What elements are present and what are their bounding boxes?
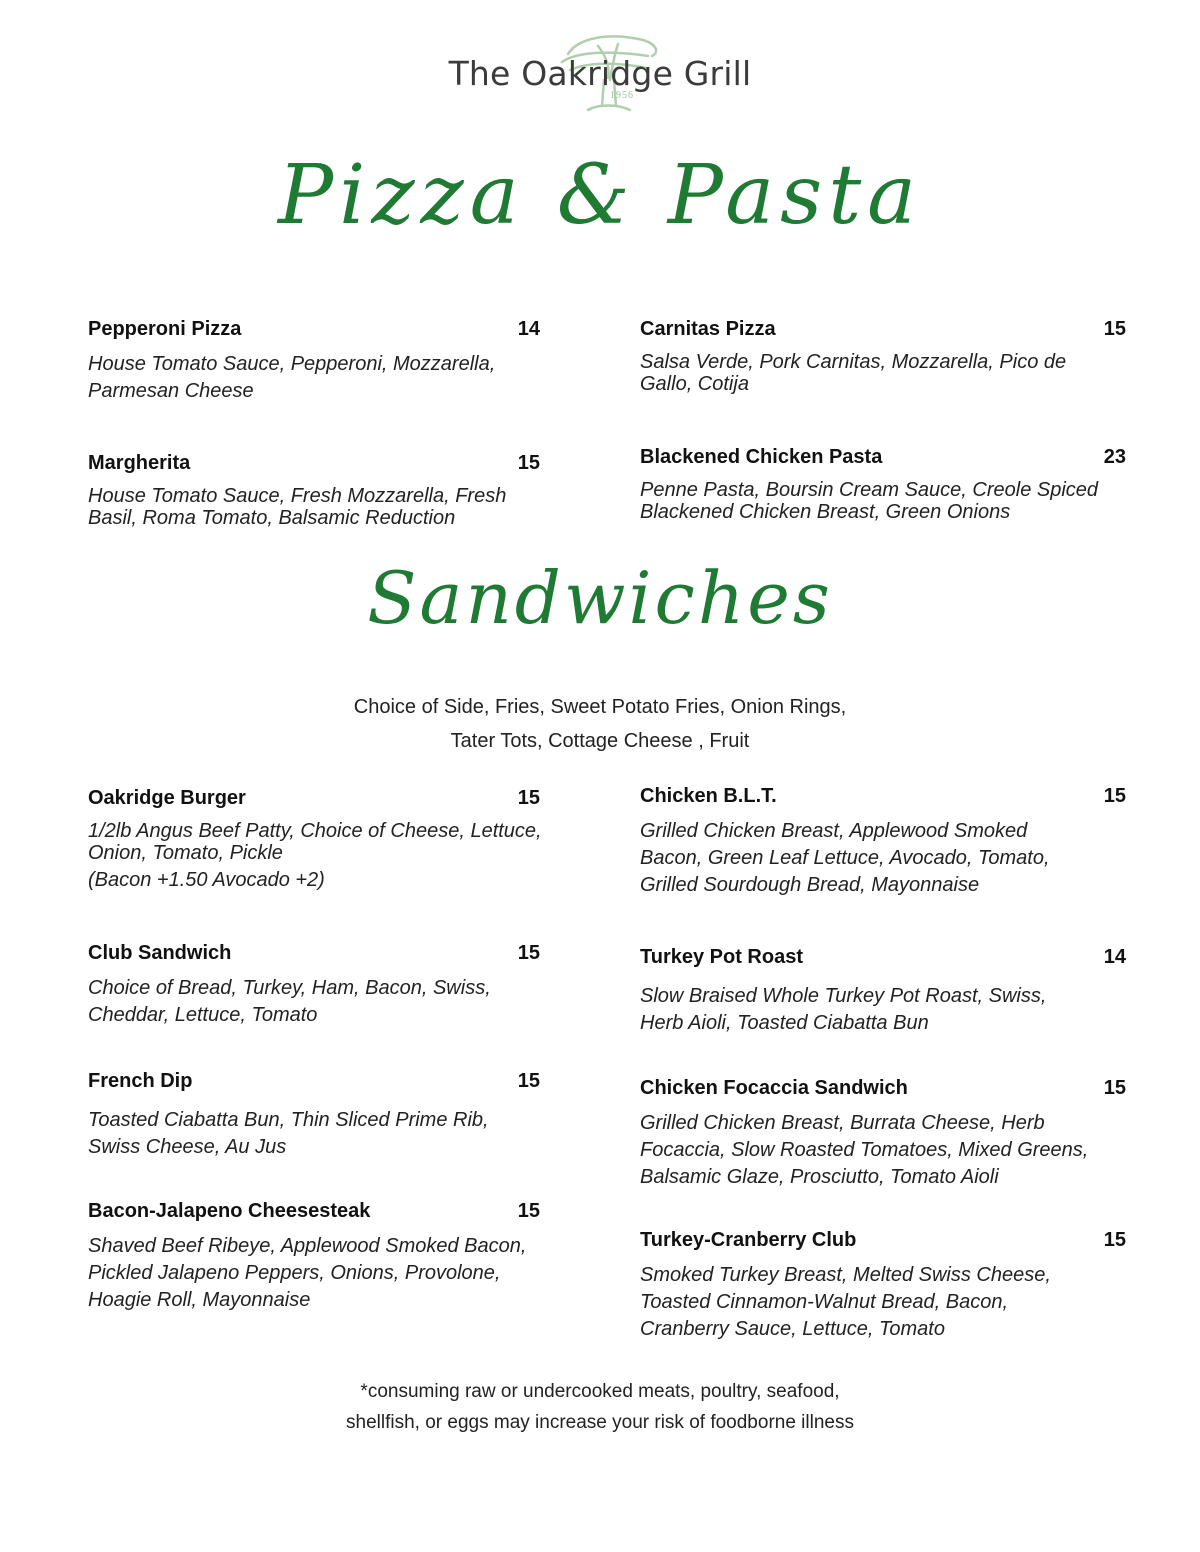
section-title-pizza-pasta: Pizza & Pasta bbox=[277, 148, 923, 243]
item-addons: (Bacon +1.50 Avocado +2) bbox=[88, 869, 325, 891]
menu-item bbox=[88, 787, 542, 894]
item-name: Carnitas Pizza bbox=[640, 318, 776, 340]
item-name: Oakridge Burger bbox=[88, 787, 246, 809]
menu-item bbox=[640, 1229, 1126, 1343]
menu-item bbox=[640, 785, 1126, 899]
item-description: Slow Braised Whole Turkey Pot Roast, Swiss, Herb Aioli, Toasted Ciabatta Bun bbox=[640, 985, 1047, 1034]
item-price: 15 bbox=[1103, 785, 1126, 807]
item-description: Shaved Beef Ribeye, Applewood Smoked Bacon, Pickled Jalapeno Peppers, Onions, Provolone, Hoagie Roll, Mayonnaise bbox=[88, 1235, 527, 1311]
item-description: Toasted Ciabatta Bun, Thin Sliced Prime Rib, Swiss Cheese, Au Jus bbox=[88, 1109, 489, 1158]
menu-item bbox=[88, 942, 538, 1029]
food-safety-disclaimer bbox=[0, 1376, 1200, 1438]
item-price: 15 bbox=[517, 1200, 540, 1222]
item-description: Penne Pasta, Boursin Cream Sauce, Creole Spiced Blackened Chicken Breast, Green Onions bbox=[640, 479, 1099, 523]
item-name: Margherita bbox=[88, 452, 191, 474]
item-name: Turkey-Cranberry Club bbox=[640, 1229, 857, 1251]
item-price: 15 bbox=[517, 942, 540, 964]
sides-note-line-1: Choice of Side, Fries, Sweet Potato Fries, Onion Rings, bbox=[353, 696, 847, 718]
restaurant-logo bbox=[0, 20, 1200, 130]
section-title-sandwiches: Sandwiches bbox=[367, 556, 833, 640]
item-price: 14 bbox=[1103, 946, 1126, 968]
item-description: 1/2lb Angus Beef Patty, Choice of Cheese, Lettuce, Onion, Tomato, Pickle bbox=[88, 820, 542, 864]
item-price: 15 bbox=[517, 1070, 540, 1092]
restaurant-name: The Oakridge Grill bbox=[448, 54, 752, 93]
item-description: Smoked Turkey Breast, Melted Swiss Cheese, Toasted Cinnamon-Walnut Bread, Bacon, Cranberry Sauce, Lettuce, Tomato bbox=[640, 1264, 1051, 1340]
item-description: Grilled Chicken Breast, Burrata Cheese, Herb Focaccia, Slow Roasted Tomatoes, Mixed Greens, Balsamic Glaze, Prosciutto, Tomato Aioli bbox=[640, 1112, 1089, 1188]
menu-item bbox=[640, 318, 1126, 395]
item-price: 15 bbox=[517, 787, 540, 809]
menu-item bbox=[88, 452, 538, 529]
item-name: Chicken B.L.T. bbox=[640, 785, 777, 807]
item-description: Grilled Chicken Breast, Applewood Smoked Bacon, Green Leaf Lettuce, Avocado, Tomato, Grilled Sourdough Bread, Mayonnaise bbox=[640, 820, 1050, 896]
sides-note-line-2: Tater Tots, Cottage Cheese , Fruit bbox=[450, 730, 750, 752]
menu-item bbox=[640, 1077, 1126, 1191]
established-year: 1956 bbox=[610, 90, 634, 101]
item-name: Turkey Pot Roast bbox=[640, 946, 803, 968]
item-name: Bacon-Jalapeno Cheesesteak bbox=[88, 1200, 371, 1222]
item-description: House Tomato Sauce, Fresh Mozzarella, Fresh Basil, Roma Tomato, Balsamic Reduction bbox=[88, 485, 507, 529]
item-description: Salsa Verde, Pork Carnitas, Mozzarella, Pico de Gallo, Cotija bbox=[640, 351, 1067, 395]
menu-item bbox=[640, 946, 1126, 1037]
menu-item bbox=[88, 318, 538, 405]
disclaimer-line-2: shellfish, or eggs may increase your risk of foodborne illness bbox=[346, 1412, 854, 1433]
sides-note bbox=[0, 690, 1200, 758]
item-description: Choice of Bread, Turkey, Ham, Bacon, Swiss, Cheddar, Lettuce, Tomato bbox=[88, 977, 491, 1026]
item-description: House Tomato Sauce, Pepperoni, Mozzarella, Parmesan Cheese bbox=[88, 353, 496, 402]
item-price: 14 bbox=[517, 318, 540, 340]
item-price: 23 bbox=[1103, 446, 1126, 468]
item-price: 15 bbox=[1103, 1229, 1126, 1251]
disclaimer-line-1: *consuming raw or undercooked meats, poultry, seafood, bbox=[360, 1381, 840, 1402]
item-price: 15 bbox=[1103, 318, 1126, 340]
item-name: Pepperoni Pizza bbox=[88, 318, 242, 340]
item-name: French Dip bbox=[88, 1070, 193, 1092]
menu-item bbox=[88, 1070, 538, 1161]
item-price: 15 bbox=[517, 452, 540, 474]
item-name: Chicken Focaccia Sandwich bbox=[640, 1077, 908, 1099]
menu-item bbox=[88, 1200, 538, 1314]
menu-item bbox=[640, 446, 1126, 523]
item-name: Club Sandwich bbox=[88, 942, 232, 964]
item-price: 15 bbox=[1103, 1077, 1126, 1099]
item-name: Blackened Chicken Pasta bbox=[640, 446, 883, 468]
